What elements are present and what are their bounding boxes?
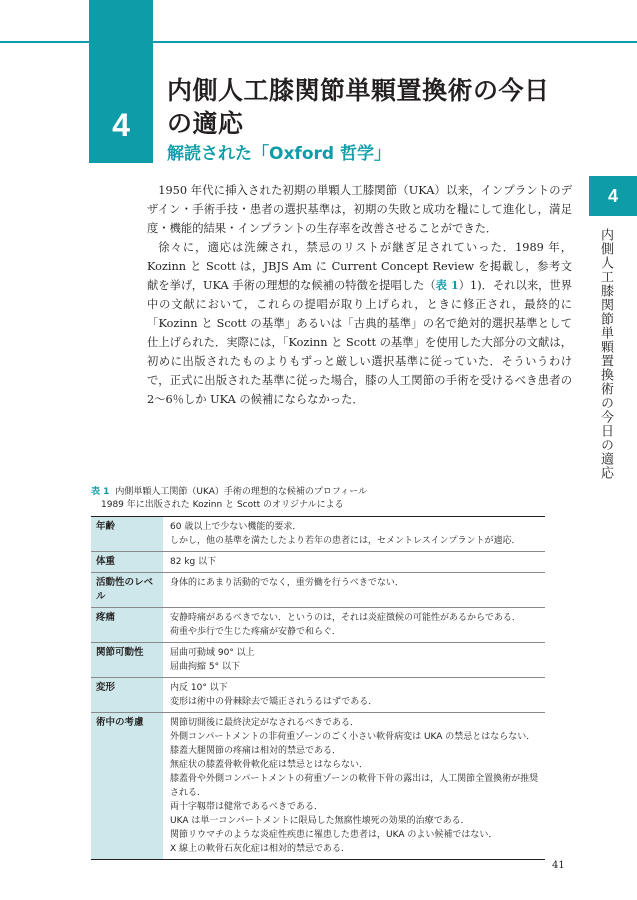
table-row-content bbox=[164, 643, 545, 677]
criteria-table bbox=[91, 516, 545, 860]
table-cell-line: 関節切開後に最終決定がなされるべきである． bbox=[170, 718, 360, 728]
table-cell-line: 関節リウマチのような炎症性疾患に罹患した患者は，UKA のよい候補ではない． bbox=[170, 830, 498, 840]
table-caption bbox=[91, 486, 551, 512]
side-chapter-tab bbox=[589, 176, 637, 216]
table-cell-line: X 線上の軟骨石灰化症は相対的禁忌である． bbox=[170, 844, 351, 854]
table-cell-line: 膝蓋大腿関節の疼痛は相対的禁忌である． bbox=[170, 746, 342, 756]
table-row-header: 活動性のレベル bbox=[91, 573, 164, 607]
table-row bbox=[91, 678, 545, 713]
table-label: 表 1 bbox=[91, 487, 110, 497]
table-cell-line: 変形は術中の骨棘除去で矯正されうるはずである． bbox=[170, 697, 378, 707]
table-row-header: 疼痛 bbox=[91, 608, 164, 642]
table-cell-line: 両十字靱帯は健常であるべきである． bbox=[170, 802, 324, 812]
paragraph-2-text-a: 徐々に，適応は洗練され，禁忌のリストが継ぎ足されていった．1989 年，Kozinn と Scott は，JBJS Am に Current Concept Review を掲載し，参考文献を挙げ，UKA 手術の理想的な候補の特徴を提唱した（ bbox=[147, 241, 572, 292]
table-row-header: 変形 bbox=[91, 678, 164, 712]
table-cell-line: 60 歳以上で少ない機能的要求． bbox=[170, 522, 302, 532]
table-cell-line: 屈曲拘縮 5° 以下 bbox=[170, 662, 240, 672]
paragraph-2-text-b: ）1)．それ以来，世界中の文献において，これらの提唱が取り上げられ，ときに修正され，最終的に「Kozinn と Scott の基準」あるいは「古典的基準」の名で絶対的選択基準として仕上げられた．実際には，「Kozinn と Scott の基準」を使用した大部分の文献は，初めに出版されたものよりもずっと厳しい選択基準に従っていた．そういうわけで，正式に出版された基準に従った場合，膝の人工関節の手術を受けるべき患者の 2〜6％しか UKA の候補にならなかった． bbox=[147, 279, 573, 406]
table-caption-line2: 1989 年に出版された Kozinn と Scott のオリジナルによる bbox=[101, 500, 344, 510]
chapter-title-line1: 内側人工膝関節単顆置換術の今日 bbox=[167, 76, 550, 105]
table-cell-line: しかし，他の基準を満たしたより若年の患者には，セメントレスインプラントが適応． bbox=[170, 536, 521, 546]
table-row-content bbox=[164, 517, 545, 551]
table-row-content bbox=[164, 678, 545, 712]
table-row bbox=[91, 713, 545, 859]
table-cell-line: 無症状の膝蓋骨軟骨軟化症は禁忌とはならない． bbox=[170, 760, 369, 770]
table-cell-line: 82 kg 以下 bbox=[170, 557, 217, 567]
table-cell-line: 膝蓋骨や外側コンパートメントの荷重ゾーンの軟骨下骨の露出は，人工関節全置換術が推奨される． bbox=[170, 774, 539, 798]
table-row-content bbox=[164, 608, 545, 642]
chapter-title bbox=[167, 74, 607, 140]
table-row bbox=[91, 552, 545, 573]
table-row bbox=[91, 608, 545, 643]
running-title: 内側人工膝関節単顆置換術の今日の適応 bbox=[598, 228, 613, 480]
table-cell-line: 内反 10° 以下 bbox=[170, 683, 228, 693]
paragraph-1: 1950 年代に挿入された初期の単顆人工膝関節（UKA）以来，インプラントのデザイン・手術手技・患者の選択基準は，初期の失敗と成功を糧にして進化し，満足度・機能的結果・インプラントの生存率を改善させることができた． bbox=[147, 184, 572, 235]
chapter-number: 4 bbox=[112, 107, 130, 143]
table-row-header: 年齢 bbox=[91, 517, 164, 551]
side-tab-number: 4 bbox=[607, 186, 618, 206]
table-reference-link[interactable]: 表 1 bbox=[435, 278, 459, 292]
table-cell-line: UKA は単一コンパートメントに限局した無腐性壊死の効果的治療である． bbox=[170, 816, 470, 826]
table-cell-line: 外側コンパートメントの非荷重ゾーンのごく小さい軟骨病変は UKA の禁忌とはならない． bbox=[170, 732, 536, 742]
page-number: 41 bbox=[552, 860, 565, 871]
table-row-content bbox=[164, 552, 545, 572]
table-cell-line: 身体的にあまり活動的でなく，重労働を行うべきでない． bbox=[170, 578, 404, 588]
table-caption-line1: 内側単顆人工関節（UKA）手術の理想的な候補のプロフィール bbox=[115, 487, 367, 497]
table-row bbox=[91, 573, 545, 608]
table-row-header: 関節可動性 bbox=[91, 643, 164, 677]
chapter-title-line2: の適応 bbox=[167, 109, 244, 138]
chapter-subtitle: 解読された「Oxford 哲学」 bbox=[167, 144, 391, 164]
table-cell-line: 安静時痛があるべきでない．というのは，それは炎症徴候の可能性があるからである． bbox=[170, 613, 521, 623]
table-row bbox=[91, 643, 545, 678]
table-row-content bbox=[164, 713, 545, 859]
table-cell-line: 荷重や歩行で生じた疼痛が安静で和らぐ． bbox=[170, 627, 341, 637]
table-row-header: 術中の考慮 bbox=[91, 713, 164, 859]
paragraph-2 bbox=[147, 238, 572, 409]
table-cell-line: 屈曲可動域 90° 以上 bbox=[170, 648, 255, 658]
table-row bbox=[91, 517, 545, 552]
table-row-content bbox=[164, 573, 545, 607]
body-text bbox=[147, 181, 572, 409]
chapter-number-box bbox=[89, 0, 153, 163]
table-row-header: 体重 bbox=[91, 552, 164, 572]
